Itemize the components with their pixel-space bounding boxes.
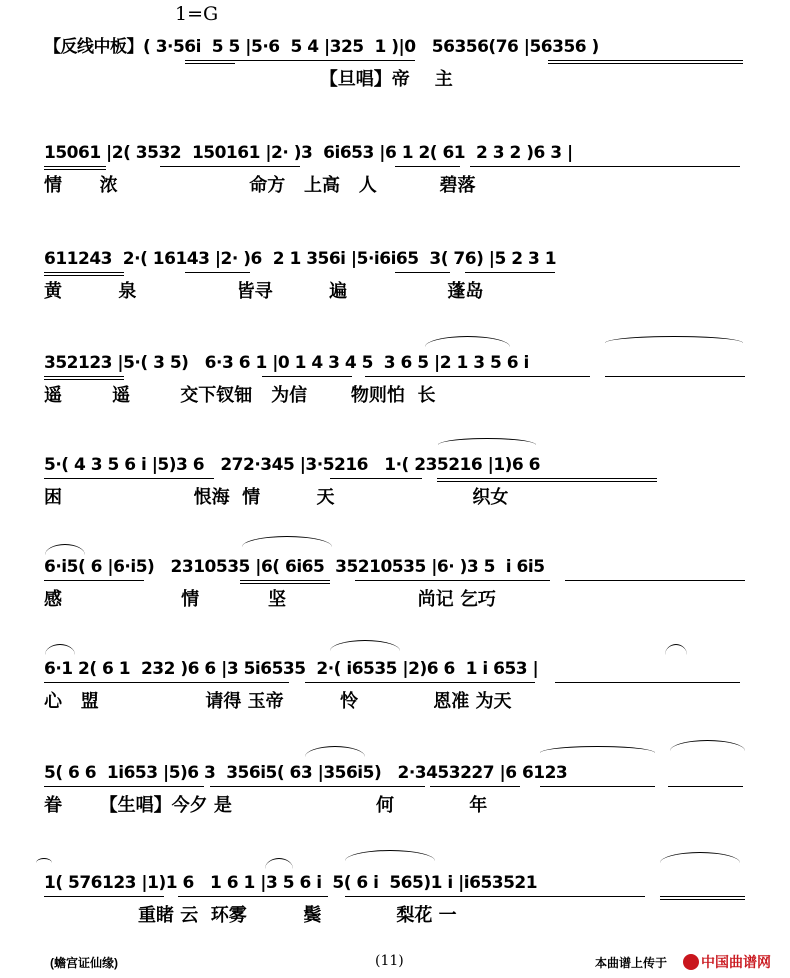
score-system-4 [0,350,790,450]
underline [44,682,289,684]
opera-title: (蟾宫证仙缘) [50,956,118,970]
underline [548,63,743,65]
notation-line: 6·1 2( 6 1 232 )6 6 |3 5i6535 2·( i6535 |2)6 6 1 i 653 | [44,659,539,679]
underline [305,682,535,684]
notation-line: 6·i5( 6 |6·i5) 2310535 |6( 6i65 35210535 |6· )3 5 i 6i5 [44,557,545,577]
underline [210,786,425,788]
underline [660,896,745,898]
underline [548,60,743,62]
site-logo[interactable] [683,951,783,971]
underline [355,580,550,582]
underline [465,272,555,274]
underline [470,166,740,168]
score-system-7 [0,656,790,756]
score-system-8 [0,760,790,860]
underline [262,376,352,378]
underline [437,481,657,483]
slur [605,336,743,343]
underline [605,376,745,378]
underline [565,580,745,582]
site-logo-icon [683,954,699,970]
lyrics-line: 黄 泉 皆寻 遍 蓬岛 [44,281,484,302]
underline [345,896,645,898]
notation-line: 1( 576123 |1)1 6 1 6 1 |3 5 6 i 5( 6 i 565)1 i |i653521 [44,873,538,893]
lyrics-line: 困 恨海 情 天 织女 [44,487,509,508]
underline [44,166,106,168]
underline [44,379,124,381]
notation-line: 611243 2·( 16143 |2· )6 2 1 356i |5·i6i65 3( 76) |5 2 3 1 [44,249,557,269]
underline [555,682,740,684]
lyrics-line: 重睹 云 环雾 鬓 梨花 一 [44,905,457,926]
site-logo-text: 中国曲谱网 [701,953,771,970]
lyrics-line: 情 浓 命方 上高 人 碧落 [44,175,476,196]
underline [185,63,235,65]
underline [44,478,214,480]
page-number: (11) [375,953,404,969]
notation-line: 5( 6 6 1i653 |5)6 3 356i5( 63 |356i5) 2·3453227 |6 6123 [44,763,568,783]
underline [668,786,743,788]
underline [185,272,250,274]
underline [185,60,415,62]
underline [44,272,124,274]
slur [540,746,655,753]
underline [44,275,124,277]
underline [660,899,745,901]
slur [36,858,52,863]
underline [44,376,124,378]
underline [540,786,655,788]
lyrics-line: 【旦唱】帝 主 [44,69,453,90]
score-system-2 [0,140,790,240]
slur [438,438,536,445]
underline [178,896,328,898]
underline [430,786,520,788]
underline [44,169,106,171]
underline [365,376,590,378]
underline [395,166,460,168]
lyrics-line: 心 盟 请得 玉帝 怜 恩准 为天 [44,691,512,712]
lyrics-line: 遥 遥 交下钗钿 为信 物则怕 长 [44,385,436,406]
score-system-1 [0,34,790,134]
score-system-5 [0,452,790,552]
underline [240,583,330,585]
lyrics-line: 眷 【生唱】今夕 是 何 年 [44,795,488,816]
underline [44,580,144,582]
underline [395,272,450,274]
underline [160,166,300,168]
notation-line: 352123 |5·( 3 5) 6·3 6 1 |0 1 4 3 4 5 3 6 5 |2 1 3 5 6 i [44,353,529,373]
score-system-6 [0,554,790,654]
underline [437,478,657,480]
upload-note: 本曲谱上传于 [595,956,668,970]
underline [240,580,330,582]
score-system-3 [0,246,790,346]
key-signature: 1=G [175,3,219,25]
underline [44,896,164,898]
lyrics-line: 感 情 坚 尚记 乞巧 [44,589,496,610]
notation-line: 15061 |2( 3532 150161 |2· )3 6i653 |6 1 2( 61 2 3 2 )6 3 | [44,143,573,163]
underline [44,786,204,788]
notation-line: 5·( 4 3 5 6 i |5)3 6 272·345 |3·5216 1·( 235216 |1)6 6 [44,455,541,475]
underline [330,478,422,480]
notation-line: 【反线中板】( 3·56i 5 5 |5·6 5 4 |325 1 )|0 56356(76 |56356 ) [44,37,599,57]
